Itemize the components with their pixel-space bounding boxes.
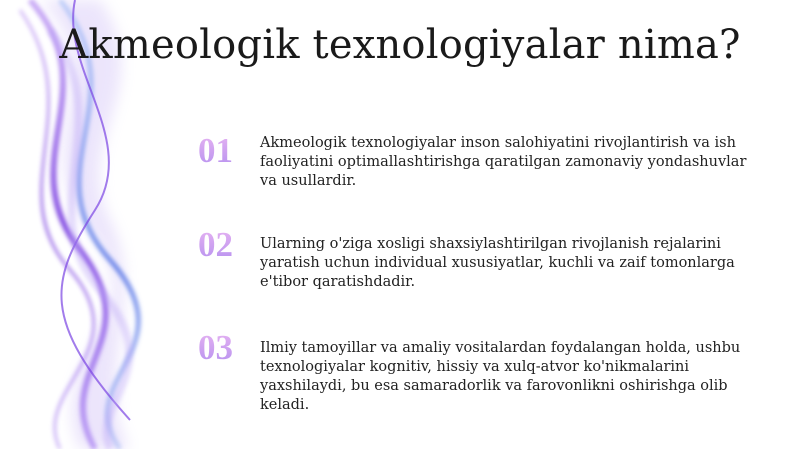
item-text-1: Akmeologik texnologiyalar inson salohiyatini rivojlantirish va ish faoliyatini optimallashtirishga qaratilgan zamonaviy yondashuvlar va usullardir. [260,135,747,189]
item-text-3: Ilmiy tamoyillar va amaliy vositalardan foydalangan holda, ushbu texnologiyalar kognitiv, hissiy va xulq-atvor ko'nikmalarini yaxshilaydi, bu esa samaradorlik va farovonlikni oshirishga olib keladi. [260,340,741,413]
item-number-2: 02 [198,227,250,262]
slide-title: Akmeologik texnologiyalar nima? [59,22,741,68]
item-number-1: 01 [198,133,250,168]
item-number-3: 03 [198,330,250,365]
item-text-2: Ularning o'ziga xosligi shaxsiylashtirilgan rivojlanish rejalarini yaratish uchun individual xususiyatlar, kuchli va zaif tomonlarga e'tibor qaratishdadir. [260,236,735,290]
